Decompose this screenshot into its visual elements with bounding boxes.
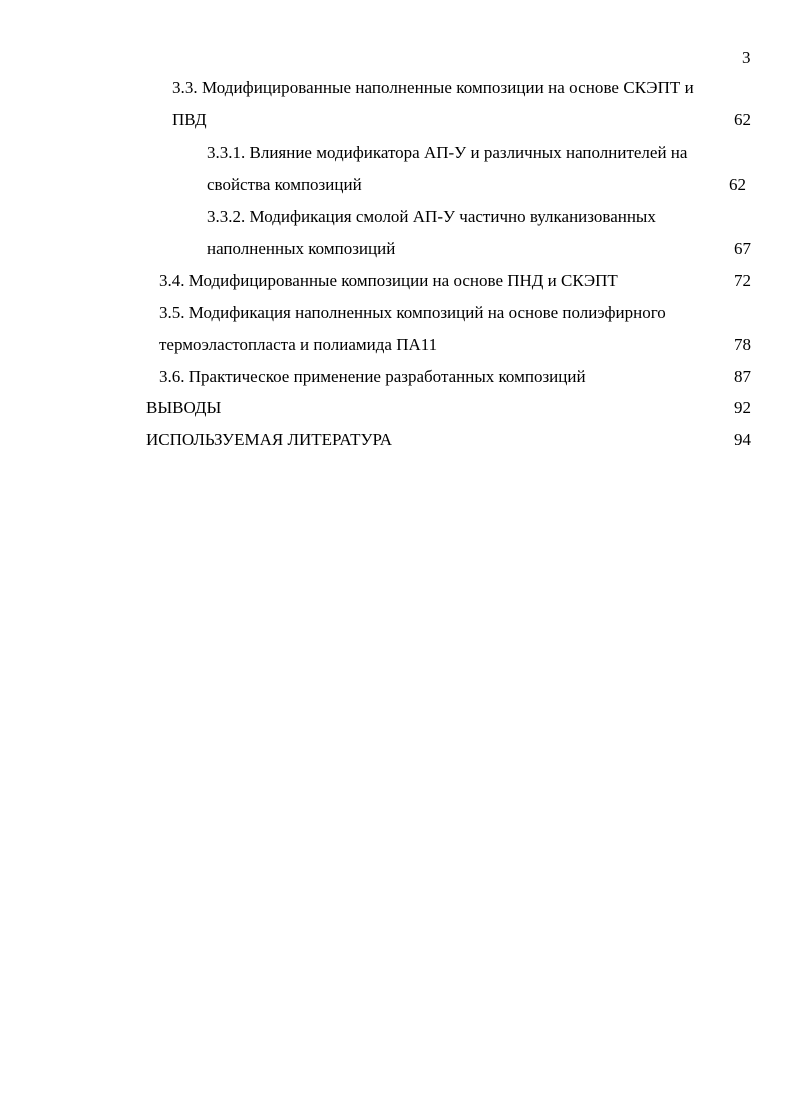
toc-entry-text-line: ПВД [172, 110, 207, 129]
toc-entry-text-line: термоэластопласта и полиамида ПА11 [159, 335, 438, 354]
toc-entry-text-line: наполненных композиций [207, 239, 396, 258]
toc-entry-text-line: 3.6. Практическое применение разработанных композиций [159, 367, 586, 386]
toc-entry-text-line: ИСПОЛЬЗУЕМАЯ ЛИТЕРАТУРА [146, 430, 393, 449]
toc-entry-page: 87 [734, 367, 751, 386]
toc-entry-text-line: 3.3.1. Влияние модификатора АП-У и различных наполнителей на [207, 143, 688, 162]
page-number: 3 [742, 48, 751, 67]
toc-entry-text-line: 3.5. Модификация наполненных композиций на основе полиэфирного [159, 303, 666, 322]
toc-entry-page: 78 [734, 335, 751, 354]
toc-entry-page: 94 [734, 430, 751, 449]
toc-entry-page: 72 [734, 271, 751, 290]
toc-entry-text-line: 3.3.2. Модификация смолой АП-У частично вулканизованных [207, 207, 656, 226]
toc-entry-page: 67 [734, 239, 751, 258]
toc-entry-page: 62 [734, 110, 751, 129]
toc-entry-text-line: свойства композиций [207, 175, 362, 194]
toc-entry-text-line: ВЫВОДЫ [146, 398, 222, 417]
toc-entry-text-line: 3.3. Модифицированные наполненные композиции на основе СКЭПТ и [172, 78, 694, 97]
toc-entry-text-line: 3.4. Модифицированные композиции на основе ПНД и СКЭПТ [159, 271, 618, 290]
toc-entry-page: 92 [734, 398, 751, 417]
toc-entry-page: 62 [729, 175, 746, 194]
